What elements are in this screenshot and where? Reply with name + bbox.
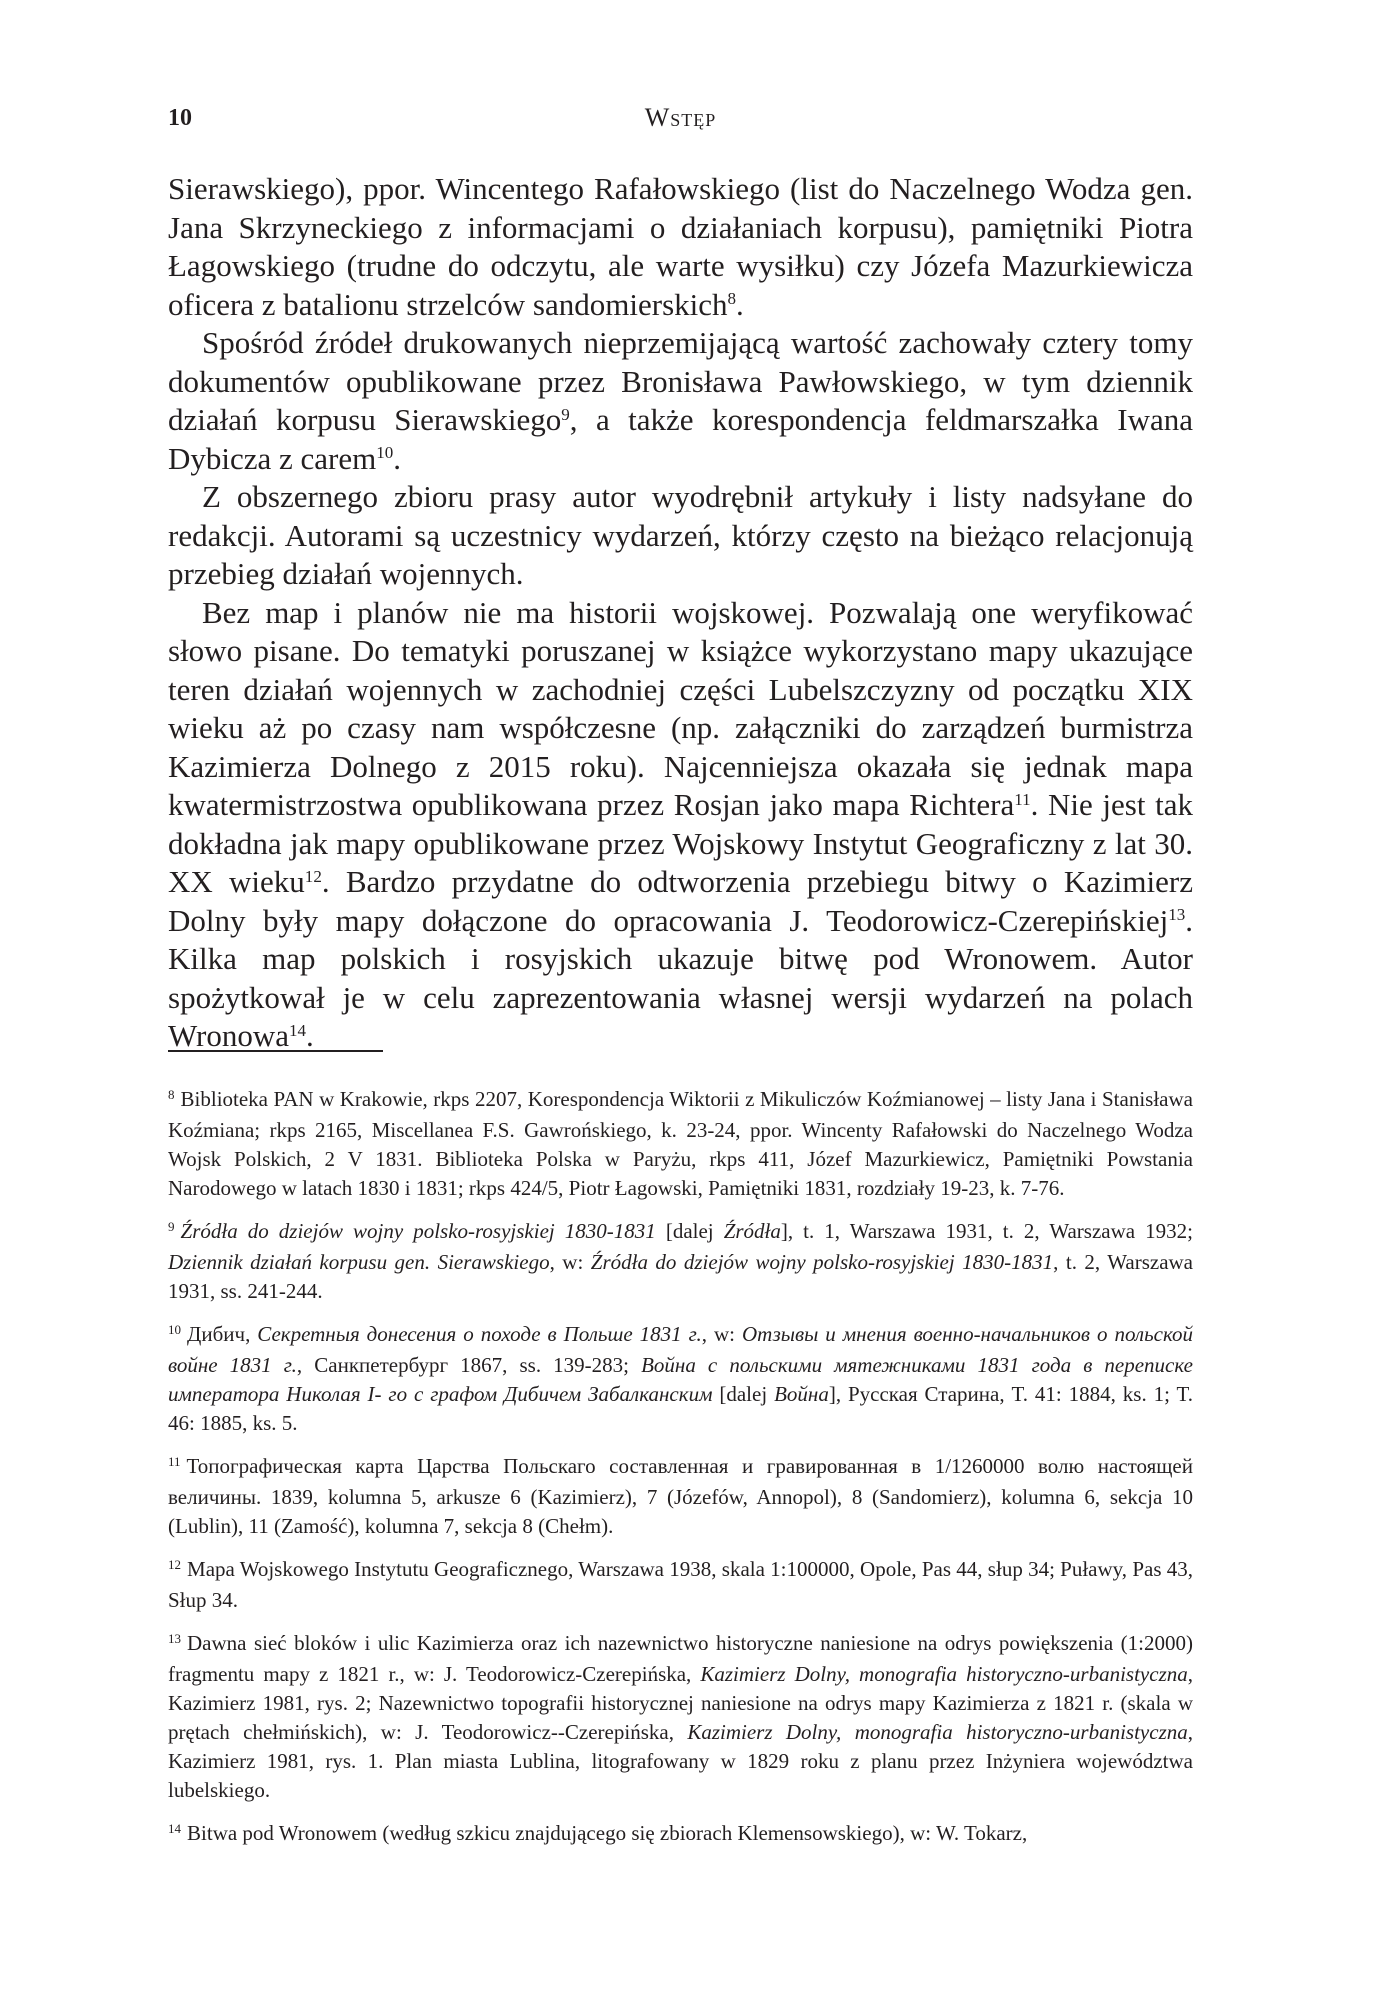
footnote-divider <box>168 1050 383 1052</box>
footnote-11: $^{11}$ Топографическая карта Царства Польскаго составленная и гравированная в 1/1260000 волю настоящей величины. 1839, kolumna 5, arkusze 6 (Kazimierz), 7 (Józefów, Annopol), 8 (Sandomierz), kolumna 6, sekcja 10 (Lublin), 11 (Zamość), kolumna 7, sekcja 8 (Chełm). <box>168 1453 1193 1538</box>
running-head <box>168 100 1193 136</box>
footnote-ref-13[interactable]: 13 <box>1168 905 1186 925</box>
footnote-ref-14[interactable]: 14 <box>289 1020 307 1040</box>
paragraph-1: Sierawskiego), ppor. Wincentego Rafałowskiego (list do Naczelnego Wodza gen. Jana Skrzyneckiego z informacjami o działaniach korpusu), pamiętniki Piotra Łagowskiego (trudne do odczytu, ale warte wysiłku) czy Józefa Mazurkiewicza oficera z batalionu strzelców sandomierskich$^8$. <box>168 171 1193 322</box>
footnotes <box>168 1085 1193 1864</box>
footnote-14: $^{14}$ Bitwa pod Wronowem (według szkicu znajdującego się zbiorach Klemensowskiego), w: W. Tokarz, <box>168 1820 1028 1845</box>
chapter-title: Wstęp <box>644 103 717 132</box>
paragraph-4: Bez map i planów nie ma historii wojskowej. Pozwalają one weryfikować słowo pisane. Do tematyki poruszanej w książce wykorzystano mapy ukazujące teren działań wojennych w zachodniej części Lubelszczyzny od początku XIX wieku aż po czasy nam współczesne (np. załączniki do zarządzeń burmistrza Kazimierza Dolnego z 2015 roku). Najcenniejsza okazała się jednak mapa kwatermistrzostwa opublikowana przez Rosjan jako mapa Richtera$^{11}$. Nie jest tak dokładna jak mapy opublikowane przez Wojskowy Instytut Geograficzny z lat 30. XX wieku$^{12}$. Bardzo przydatne do odtworzenia przebiegu bitwy o Kazimierz Dolny były mapy dołączone do opracowania J. Teodorowicz-Czerepińskiej$^{13}$. Kilka map polskich i rosyjskich ukazuje bitwę pod Wronowem. Autor spożytkował je w celu zaprezentowania własnej wersji wydarzeń na polach Wronowa$^{14}$. <box>168 594 1193 1053</box>
footnote-ref-12[interactable]: 12 <box>304 866 322 886</box>
footnote-12: $^{12}$ Mapa Wojskowego Instytutu Geograficznego, Warszawa 1938, skala 1:100000, Opole, Pas 44, słup 34; Puławy, Pas 43, Słup 34. <box>168 1556 1193 1612</box>
paragraph-3: Z obszernego zbioru prasy autor wyodrębnił artykuły i listy nadsyłane do redakcji. Autorami są uczestnicy wydarzeń, którzy często na bieżąco relacjonują przebieg działań wojennych. <box>168 479 1193 591</box>
footnote-10: $^{10}$ Дибич, Секретныя донесения о походе в Польше 1831 г., w: Отзывы и мнения военно-начальников о польской войне 1831 г., Санкпетербург 1867, ss. 139-283; Война с польскими мятежниками 1831 года в переписке императора Николая I- го с графом Дибичем Забалканским [dalej Война], Русская Старина, T. 41: 1884, ks. 1; T. 46: 1885, ks. 5. <box>168 1321 1194 1435</box>
paragraph-2: Spośród źródeł drukowanych nieprzemijającą wartość zachowały cztery tomy dokumentów opublikowane przez Bronisława Pawłowskiego, w tym dziennik działań korpusu Sierawskiego$^9$, a także korespondencja feldmarszałka Iwana Dybicza z carem$^{10}$. <box>168 325 1193 476</box>
footnote-8: $^8$ Biblioteka PAN w Krakowie, rkps 2207, Korespondencja Wiktorii z Mikuliczów Koźmianowej – listy Jana i Stanisława Koźmiana; rkps 2165, Miscellanea F.S. Gawrońskiego, k. 23-24, ppor. Wincenty Rafałowski do Naczelnego Wodza Wojsk Polskich, 2 V 1831. Biblioteka Polska w Paryżu, rkps 411, Józef Mazurkiewicz, Pamiętniki Powstania Narodowego w latach 1830 i 1831; rkps 424/5, Piotr Łagowski, Pamiętniki 1831, rozdziały 19-23, k. 7-76. <box>168 1086 1193 1200</box>
footnote-9: $^9$ Źródła do dziejów wojny polsko-rosyjskiej 1830-1831 [dalej Źródła], t. 1, Warszawa 1931, t. 2, Warszawa 1932; Dziennik działań korpusu gen. Sierawskiego, w: Źródła do dziejów wojny polsko-rosyjskiej 1830-1831, t. 2, Warszawa 1931, ss. 241-244. <box>168 1218 1193 1303</box>
footnote-13: $^{13}$ Dawna sieć bloków i ulic Kazimierza oraz ich nazewnictwo historyczne naniesione na odrys powiększenia (1:2000) fragmentu mapy z 1821 r., w: J. Teodorowicz-Czerepińska, Kazimierz Dolny, monografia historyczno-urbanistyczna, Kazimierz 1981, rys. 2; Nazewnictwo topografii historycznej naniesione na odrys mapy Kazimierza z 1821 r. (skala w prętach chełmińskich), w: J. Teodorowicz--Czerepińska, Kazimierz Dolny, monografia historyczno-urbanistyczna, Kazimierz 1981, rys. 1. Plan miasta Lublina, litografowany w 1829 roku z planu przez Inżyniera województwa lubelskiego. <box>168 1630 1193 1802</box>
footnote-ref-8[interactable]: 8 <box>727 289 737 309</box>
footnote-ref-10[interactable]: 10 <box>376 443 394 463</box>
footnote-ref-9[interactable]: 9 <box>561 404 570 424</box>
footnote-ref-11[interactable]: 11 <box>1014 789 1031 809</box>
page-number: 10 <box>168 105 192 131</box>
body-text <box>168 170 1193 1056</box>
